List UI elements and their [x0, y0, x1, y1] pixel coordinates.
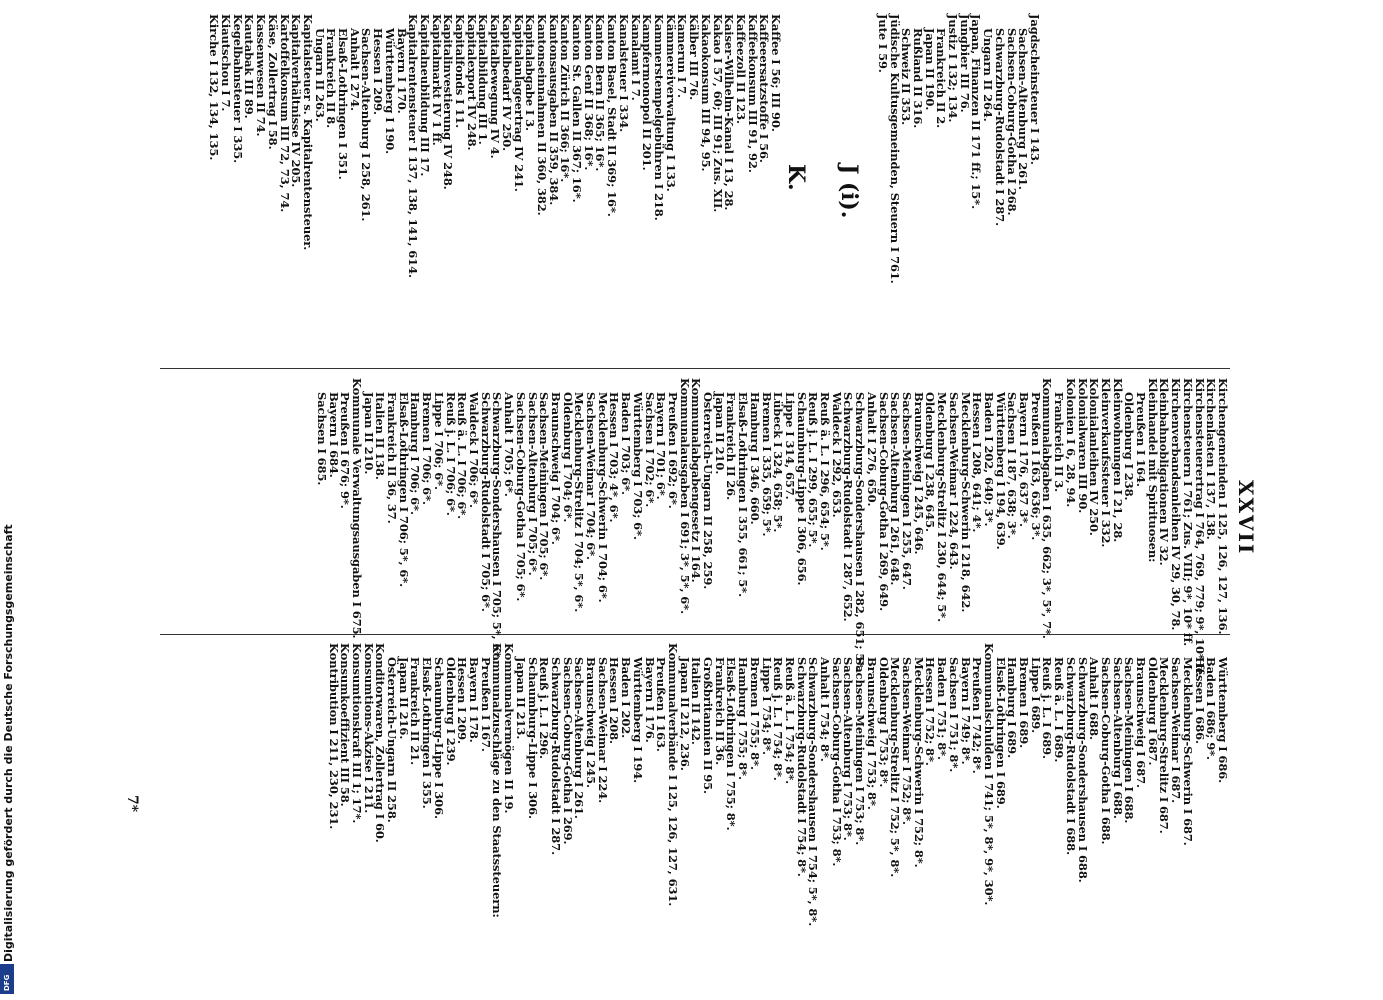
index-entry: Mecklenburg-Strelitz I 752; 5*, 8*.: [888, 657, 903, 878]
index-entry: Großbritannien II 95.: [701, 657, 716, 794]
index-entry: Frankreich II 36.: [712, 657, 727, 765]
index-entry: Reuß ä. L. I 706; 6*.: [455, 392, 470, 520]
index-entry: Sachsen-Coburg-Gotha I 269, 649.: [876, 392, 891, 611]
index-entry: Bremen I 335, 659; 5*.: [759, 392, 774, 537]
index-entry: Kapitalbewegung IV 4.: [488, 14, 503, 159]
index-entry: Braunschweig I 753; 8*.: [864, 657, 879, 810]
index-entry: Kommunalabgaben I 635, 662; 3*, 5*, 7*.: [1040, 378, 1055, 639]
index-entry: Kammerstempelgebühren I 218.: [652, 14, 667, 221]
index-entry: Kommunalschulden I 741; 5*, 8*, 9*, 30*.: [981, 643, 996, 906]
index-entry: Schwarzburg-Sondershausen I 688.: [1075, 657, 1090, 883]
index-entry: Oldenburg I 753; 8*.: [876, 657, 891, 788]
index-entry: Frankreich II 3.: [1052, 392, 1067, 493]
index-entry: Elsaß-Lothringen I 689.: [993, 657, 1008, 809]
index-entry: Ungarn II 264.: [981, 28, 996, 122]
index-column-2: [315, 378, 1228, 677]
index-entry: Kommunalabgabengesetz I 164.: [689, 378, 704, 583]
index-entry: Sachsen-Weimar I 224, 643.: [946, 392, 961, 570]
index-entry: Käse, Zollertrag I 58.: [265, 14, 280, 150]
index-entry: Lippe I 689.: [1028, 657, 1043, 734]
index-entry: Kantonseinnahmen II 360, 382.: [534, 14, 549, 216]
index-entry: Preußen I 692; 6*.: [665, 392, 680, 509]
index-entry: Hessen I 208.: [607, 657, 622, 744]
index-entry: Mecklenburg-Schwerin I 218, 642.: [958, 392, 973, 613]
index-entry: Mecklenburg-Schwerin I 687.: [1180, 657, 1195, 846]
index-entry: Österreich-Ungarn II 258, 259.: [701, 392, 716, 590]
index-entry: Konsumtions-Akzise I 211.: [361, 643, 376, 814]
index-entry: Sachsen-Coburg-Gotha I 705; 6*.: [513, 392, 528, 602]
index-entry: Kanton Basel, Stadt II 369; 16*.: [605, 14, 620, 217]
index-entry: Kleinhandel mit Spirituosen:: [1145, 378, 1160, 563]
index-entry: Hessen I 686.: [1192, 657, 1207, 744]
index-entry: Bayern I 684.: [326, 392, 341, 478]
index-entry: Kolonialwaren III 90.: [1075, 378, 1090, 514]
index-entry: Waldeck I 292, 653.: [829, 392, 844, 518]
index-entry: Kiautschou I 7.: [219, 14, 233, 112]
index-entry: Kälber III 76.: [687, 14, 702, 100]
index-entry: Hessen I 703; 4*, 6*.: [607, 392, 622, 523]
index-entry: Ungarn II 263.: [312, 28, 327, 122]
index-entry: Mecklenburg-Schwerin I 704; 6*.: [595, 392, 610, 603]
index-entry: Konditorwaren, Zollertrag I 60.: [373, 643, 388, 843]
index-entry: Kaiser-Wilhelm-Kanal I 13, 28.: [722, 14, 737, 211]
index-entry: Reuß j. L. I 299, 655; 5*.: [806, 392, 821, 548]
index-entry: Kanton Bern II 365; 16*.: [593, 14, 608, 172]
index-entry: Bayern I 176.: [642, 657, 657, 743]
index-entry: Schwarzburg-Rudolstadt I 287.: [548, 657, 563, 855]
index-entry: Italien II 138.: [373, 392, 388, 480]
index-entry: Mecklenburg-Strelitz I 230, 644; 5*.: [935, 392, 950, 622]
index-entry: Preußen I 167.: [478, 657, 493, 752]
section-heading: K.: [783, 164, 810, 191]
index-entry: Kapitalrentensteuer I 137, 138, 141, 614.: [406, 14, 421, 278]
index-entry: Kapitalanlageertrag IV 241.: [511, 14, 526, 192]
index-entry: Kanalamt I 7.: [628, 14, 643, 101]
index-entry: Braunschweig I 704; 6*.: [548, 392, 563, 545]
index-entry: Sachsen-Weimar I 752; 8*.: [900, 657, 915, 825]
index-entry: Mecklenburg-Strelitz I 687.: [1157, 657, 1172, 834]
index-entry: Kapitalverhältnisse IV 205.: [289, 14, 304, 188]
index-entry: Kapitalfonds I 11.: [453, 14, 468, 129]
index-entry: Württemberg I 194, 639.: [993, 392, 1008, 550]
index-entry: Hamburg I 755; 8*.: [736, 657, 751, 780]
index-entry: Sachsen I 187, 638; 3*.: [1005, 392, 1020, 539]
index-entry: Oldenburg I 687.: [1145, 657, 1160, 766]
index-entry: Sachsen I 685.: [314, 392, 329, 486]
index-entry: Sachsen-Weimar I 704; 6*.: [584, 392, 599, 560]
index-entry: [811, 14, 823, 284]
index-entry: Mecklenburg-Schwerin I 752; 8*.: [911, 657, 926, 868]
index-entry: Bayern I 176, 637 3*.: [1017, 392, 1032, 527]
index-entry: Kegelbahnsteuer I 335.: [230, 14, 245, 164]
index-entry: Sachsen-Coburg-Gotha I 268.: [1004, 28, 1019, 216]
index-entry: Kapitalbedarf IV 250.: [499, 14, 514, 152]
index-entry: Sachsen-Weimar I 224.: [595, 657, 610, 804]
index-entry: Baden I 202.: [619, 657, 634, 739]
section-heading: J (i).: [836, 164, 863, 219]
index-entry: Frankreich II 21.: [408, 657, 423, 765]
index-entry: Oldenburg I 239.: [443, 657, 458, 766]
index-entry: Schwarzburg-Rudolstadt I 705; 6*.: [478, 392, 493, 612]
dfg-logo: DFG: [0, 964, 14, 994]
index-entry: Kampfermonopol II 201.: [640, 14, 655, 171]
index-entry: Reuß j. L. I 689.: [1040, 657, 1055, 759]
index-entry: Kirchenlasten I 137, 138.: [1204, 378, 1219, 540]
index-entry: Justiz I 132; 134.: [946, 14, 961, 123]
index-entry: Frankreich II 26.: [724, 392, 739, 500]
index-entry: Reuß j. L. I 296.: [537, 657, 552, 759]
index-entry: Kamerun I 7.: [675, 14, 690, 98]
index-entry: Sachsen-Coburg-Gotha I 753; 8*.: [829, 657, 844, 867]
index-entry: Kommunalverbände I 125, 126, 127, 631.: [665, 643, 680, 907]
index-entry: Jungbier III 76.: [957, 14, 972, 113]
index-entry: Kantonsausgaben II 359, 384.: [546, 14, 561, 206]
index-entry: Hamburg I 706; 6*.: [408, 392, 423, 515]
index-entry: Kämmereiverwaltung I 133.: [663, 14, 678, 192]
index-entry: Bremen I 689.: [1017, 657, 1032, 749]
index-entry: Japan II 190.: [922, 28, 937, 111]
index-entry: Sachsen-Coburg-Gotha I 688.: [1098, 657, 1113, 845]
index-entry: Lippe I 314, 657.: [782, 392, 797, 500]
index-entry: Kleinbahnobligationen IV 32.: [1157, 378, 1172, 566]
index-entry: Sachsen-Altenburg I 705; 6*.: [525, 392, 540, 576]
index-entry: Schwarzburg-Rudolstadt I 754; 8*.: [794, 657, 809, 877]
index-entry: Frankreich II 8.: [324, 28, 339, 129]
index-entry: Kapitalmarkt IV 1 ff.: [429, 14, 444, 146]
index-entry: Preußen I 676; 9*.: [338, 392, 353, 509]
index-entry: Preußen I 164.: [1134, 392, 1149, 487]
index-entry: Elsaß-Lothringen I 755; 8*.: [724, 657, 739, 831]
index-entry: Württemberg I 686.: [1216, 657, 1230, 784]
index-entry: Kleinverkaufssteuer I 332.: [1098, 378, 1113, 548]
index-entry: Kommunalzuschläge zu den Staatssteuern:: [490, 643, 505, 918]
index-entry: Anhalt I 274.: [347, 28, 362, 111]
index-entry: Hessen I 208, 641; 4*.: [970, 392, 985, 533]
index-entry: Baden I 751; 8*.: [935, 657, 950, 760]
index-entry: Hamburg I 346, 660.: [747, 392, 762, 525]
index-entry: Baden I 686; 9*.: [1204, 657, 1219, 760]
index-entry: Preußen I 742; 8*.: [970, 657, 985, 774]
index-entry: Sachsen-Meiningen I 705; 6*.: [537, 392, 552, 581]
index-entry: Japan II 213.: [513, 657, 528, 740]
index-entry: Kommunale Verwaltungsausgaben I 675.: [349, 378, 364, 639]
index-entry: Kanton Zürich II 366; 16*.: [558, 14, 573, 183]
index-entry: Kapitalbildung III 1.: [476, 14, 491, 145]
index-entry: Preußen I 163.: [654, 657, 669, 752]
index-entry: Württemberg I 194.: [630, 657, 645, 784]
index-entry: Jagdscheinsteuer I 143.: [1028, 14, 1042, 165]
index-entry: Kakao I 57, 60; III 91; Zus. XII.: [710, 14, 725, 213]
index-entry: Kakaokonsum III 94, 95.: [698, 14, 713, 172]
index-entry: Sachsen-Weimar I 687.: [1169, 657, 1184, 804]
index-entry: Reuß j. L. I 754; 8*.: [771, 657, 786, 781]
index-entry: [823, 14, 835, 284]
index-entry: Kolonialanleihen IV 250.: [1087, 378, 1102, 536]
index-entry: Württemberg I 190.: [382, 28, 397, 155]
index-entry: Kanton St. Gallen II 367; 16*.: [570, 14, 585, 203]
index-entry: Kommunalvermögen II 19.: [502, 643, 517, 814]
index-column-3: [327, 643, 1228, 926]
index-entry: Elsaß-Lothringen I 351.: [336, 28, 351, 180]
index-entry: Kanalsteuer I 334.: [616, 14, 631, 133]
index-entry: Bremen I 755; 8*.: [747, 657, 762, 770]
index-entry: Lippe I 754; 8*.: [759, 657, 774, 755]
index-entry: Kartoffelkonsum III 72, 73, 74.: [277, 14, 292, 213]
index-entry: Hamburg I 689.: [1005, 657, 1020, 758]
index-entry: Kaffee I 56; III 90.: [769, 14, 784, 132]
index-column-1: [208, 14, 1040, 284]
index-entry: Kommunalausgaben I 691; 3*, 5*, 6*.: [677, 378, 692, 614]
index-entry: Bayern I 749; 8*.: [958, 657, 973, 765]
index-entry: Sachsen-Meiningen I 753; 8*.: [853, 657, 868, 846]
index-entry: Kirchenverbandsanleihen IV 29, 30, 78.: [1169, 378, 1184, 631]
index-entry: Konsumkoeffizient III 58.: [338, 643, 353, 807]
index-entry: Oldenburg I 238, 645.: [923, 392, 938, 532]
index-entry: Anhalt I 754; 8*.: [818, 657, 833, 762]
index-entry: Kirche I 132, 134, 135.: [207, 14, 222, 161]
index-entry: Sachsen-Meiningen I 688.: [1122, 657, 1137, 824]
index-entry: Kleinwohnungen I 21, 28.: [1110, 378, 1125, 543]
index-entry: Bayern I 178.: [467, 657, 481, 743]
index-entry: Schaumburg-Lippe I 306.: [431, 657, 446, 819]
index-entry: Sachsen-Altenburg I 261.: [572, 657, 587, 819]
index-entry: Reuß ä. L. I 296, 654; 5*.: [818, 392, 833, 551]
index-entry: Kapitalexport IV 248.: [464, 14, 479, 151]
index-entry: Kaffeekonsum III 91, 92.: [745, 14, 760, 173]
index-entry: Frankreich II 36, 37.: [385, 392, 400, 524]
index-entry: Kolonien I 6, 28, 94.: [1063, 378, 1078, 508]
index-entry: Waldeck I 706; 6*.: [467, 392, 481, 508]
index-entry: Japan II 210.: [712, 392, 727, 475]
index-entry: Elsaß-Lothringen I 355.: [420, 657, 435, 809]
column-rule-top: [160, 368, 1230, 369]
index-entry: Sachsen-Altenburg I 753; 8*.: [841, 657, 856, 841]
index-entry: Reuß ä. L. I 754; 8*.: [782, 657, 797, 785]
index-entry: Anhalt I 276, 650.: [864, 392, 879, 507]
index-entry: Schwarzburg-Rudolstadt I 287.: [992, 28, 1007, 226]
index-entry: Braunschweig I 245, 646.: [911, 392, 926, 555]
index-entry: Sachsen I 702; 6*.: [642, 392, 657, 508]
index-entry: Hessen I 209.: [371, 28, 386, 115]
index-entry: [864, 14, 876, 284]
index-entry: Kapitalinvestierung IV 248.: [441, 14, 456, 190]
index-entry: Jüdische Kultusgemeinden, Steuern I 761.: [887, 14, 902, 284]
index-entry: Kassenwesen II 74.: [254, 14, 269, 137]
index-entry: Württemberg I 703; 6*.: [630, 392, 645, 540]
index-entry: Italien II 142.: [689, 657, 704, 745]
index-entry: Kapitalneubildung III 17.: [417, 14, 432, 177]
index-entry: Sachsen-Meiningen I 255, 647.: [900, 392, 915, 590]
index-entry: Braunschweig I 245.: [584, 657, 599, 788]
index-entry: Jute I 59.: [875, 14, 890, 73]
index-entry: Sachsen-Altenburg I 261, 648.: [888, 392, 903, 586]
index-entry: Japan II 210.: [361, 392, 376, 475]
index-entry: Schweiz II 353.: [899, 28, 914, 126]
index-entry: Rußland II 316.: [910, 28, 925, 129]
index-entry: Hessen I 752; 8*.: [923, 657, 938, 766]
index-entry: Preußen I 163, 636; 3*.: [1028, 392, 1043, 541]
index-entry: Schaumburg-Lippe I 306, 656.: [794, 392, 809, 586]
index-entry: Schaumburg-Lippe I 306.: [525, 657, 540, 819]
index-entry: Kirchengemeinden I 125, 126, 127, 136.: [1216, 378, 1230, 635]
index-entry: Reuß j. L. I 706; 6*.: [443, 392, 458, 516]
index-entry: Kanton Genf II 368; 16*.: [581, 14, 596, 171]
index-entry: Japan, Finanzen II 171 ff.; 15*.: [969, 14, 984, 210]
index-entry: Anhalt I 688.: [1087, 657, 1102, 740]
index-entry: Anhalt I 705; 6*.: [502, 392, 517, 497]
index-entry: Oldenburg I 704; 6*.: [560, 392, 575, 523]
index-entry: Lübeck I 324, 658; 5*.: [771, 392, 786, 533]
index-entry: Baden I 703; 6*.: [619, 392, 634, 495]
digitization-credit: Digitalisierung gefördert durch die Deutsche Forschungsgemeinschaft: [2, 524, 15, 962]
index-entry: Schwarzburg-Sondershausen I 705; 5*, 6*.: [490, 392, 505, 662]
index-entry: Lippe I 706; 6*.: [431, 392, 446, 490]
index-entry: Sachsen-Altenburg I 261.: [1016, 28, 1031, 190]
index-entry: Kirchensteuerertrag I 764, 769, 779; 9*, 10* ff.: [1192, 378, 1207, 677]
index-entry: Mecklenburg-Strelitz I 704; 5*, 6*.: [572, 392, 587, 613]
index-entry: Bayern I 701; 6*.: [654, 392, 669, 500]
index-entry: Kirchensteuern I 761; Zus. VIII; 9*, 10* ff.: [1180, 378, 1195, 646]
index-entry: Sachsen-Altenburg I 688.: [1110, 657, 1125, 819]
index-entry: Kontribution I 211, 230, 231.: [326, 643, 341, 830]
index-entry: Bayern I 170.: [394, 28, 409, 114]
index-entry: Sachsen-Altenburg I 258, 261.: [359, 28, 374, 222]
index-entry: Kaffeeersatzstoffe I 56.: [757, 14, 772, 163]
index-entry: Schwarzburg-Rudolstadt I 287, 652.: [841, 392, 856, 622]
index-entry: Schwarzburg-Sondershausen I 282, 651; 5*.: [853, 392, 868, 672]
index-entry: Japan II 212, 236.: [677, 657, 692, 771]
index-entry: Kautabak III 89.: [242, 14, 257, 119]
index-entry: Japan II 216.: [396, 657, 411, 740]
index-entry: Reuß ä. L. I 689.: [1052, 657, 1067, 763]
index-entry: Schwarzburg-Rudolstadt I 688.: [1063, 657, 1078, 855]
index-entry: Kapitalsteuer s. Kapitalrentensteuer.: [300, 14, 315, 251]
signature-mark: 7*: [124, 795, 140, 813]
index-entry: Oldenburg I 238.: [1122, 392, 1137, 501]
index-entry: Schwarzburg-Sondershausen I 754; 5*, 8*.: [806, 657, 821, 927]
index-entry: Sachsen I 751; 8*.: [946, 657, 961, 773]
index-entry: Baden I 202, 640; 3*.: [981, 392, 996, 527]
index-entry: Kaffeezoll II 123.: [733, 14, 748, 124]
index-entry: Frankreich II 2.: [934, 28, 949, 129]
index-entry: Sachsen-Coburg-Gotha I 269.: [560, 657, 575, 845]
index-entry: Elsaß-Lothringen I 706; 5*, 6*.: [396, 392, 411, 588]
index-entry: Österreich-Ungarn II 258.: [385, 657, 400, 823]
index-entry: Hessen I 209.: [455, 657, 470, 744]
index-entry: Konsumtionskraft III 1; 17*.: [349, 643, 364, 824]
index-entry: Kapitalabgabe I 3.: [523, 14, 538, 131]
page-number: XXVII: [1234, 480, 1258, 556]
index-entry: Elsaß-Lothringen I 355, 661; 5*.: [736, 392, 751, 597]
index-entry: Braunschweig I 687.: [1134, 657, 1149, 788]
index-entry: Bremen I 706; 6*.: [420, 392, 435, 505]
